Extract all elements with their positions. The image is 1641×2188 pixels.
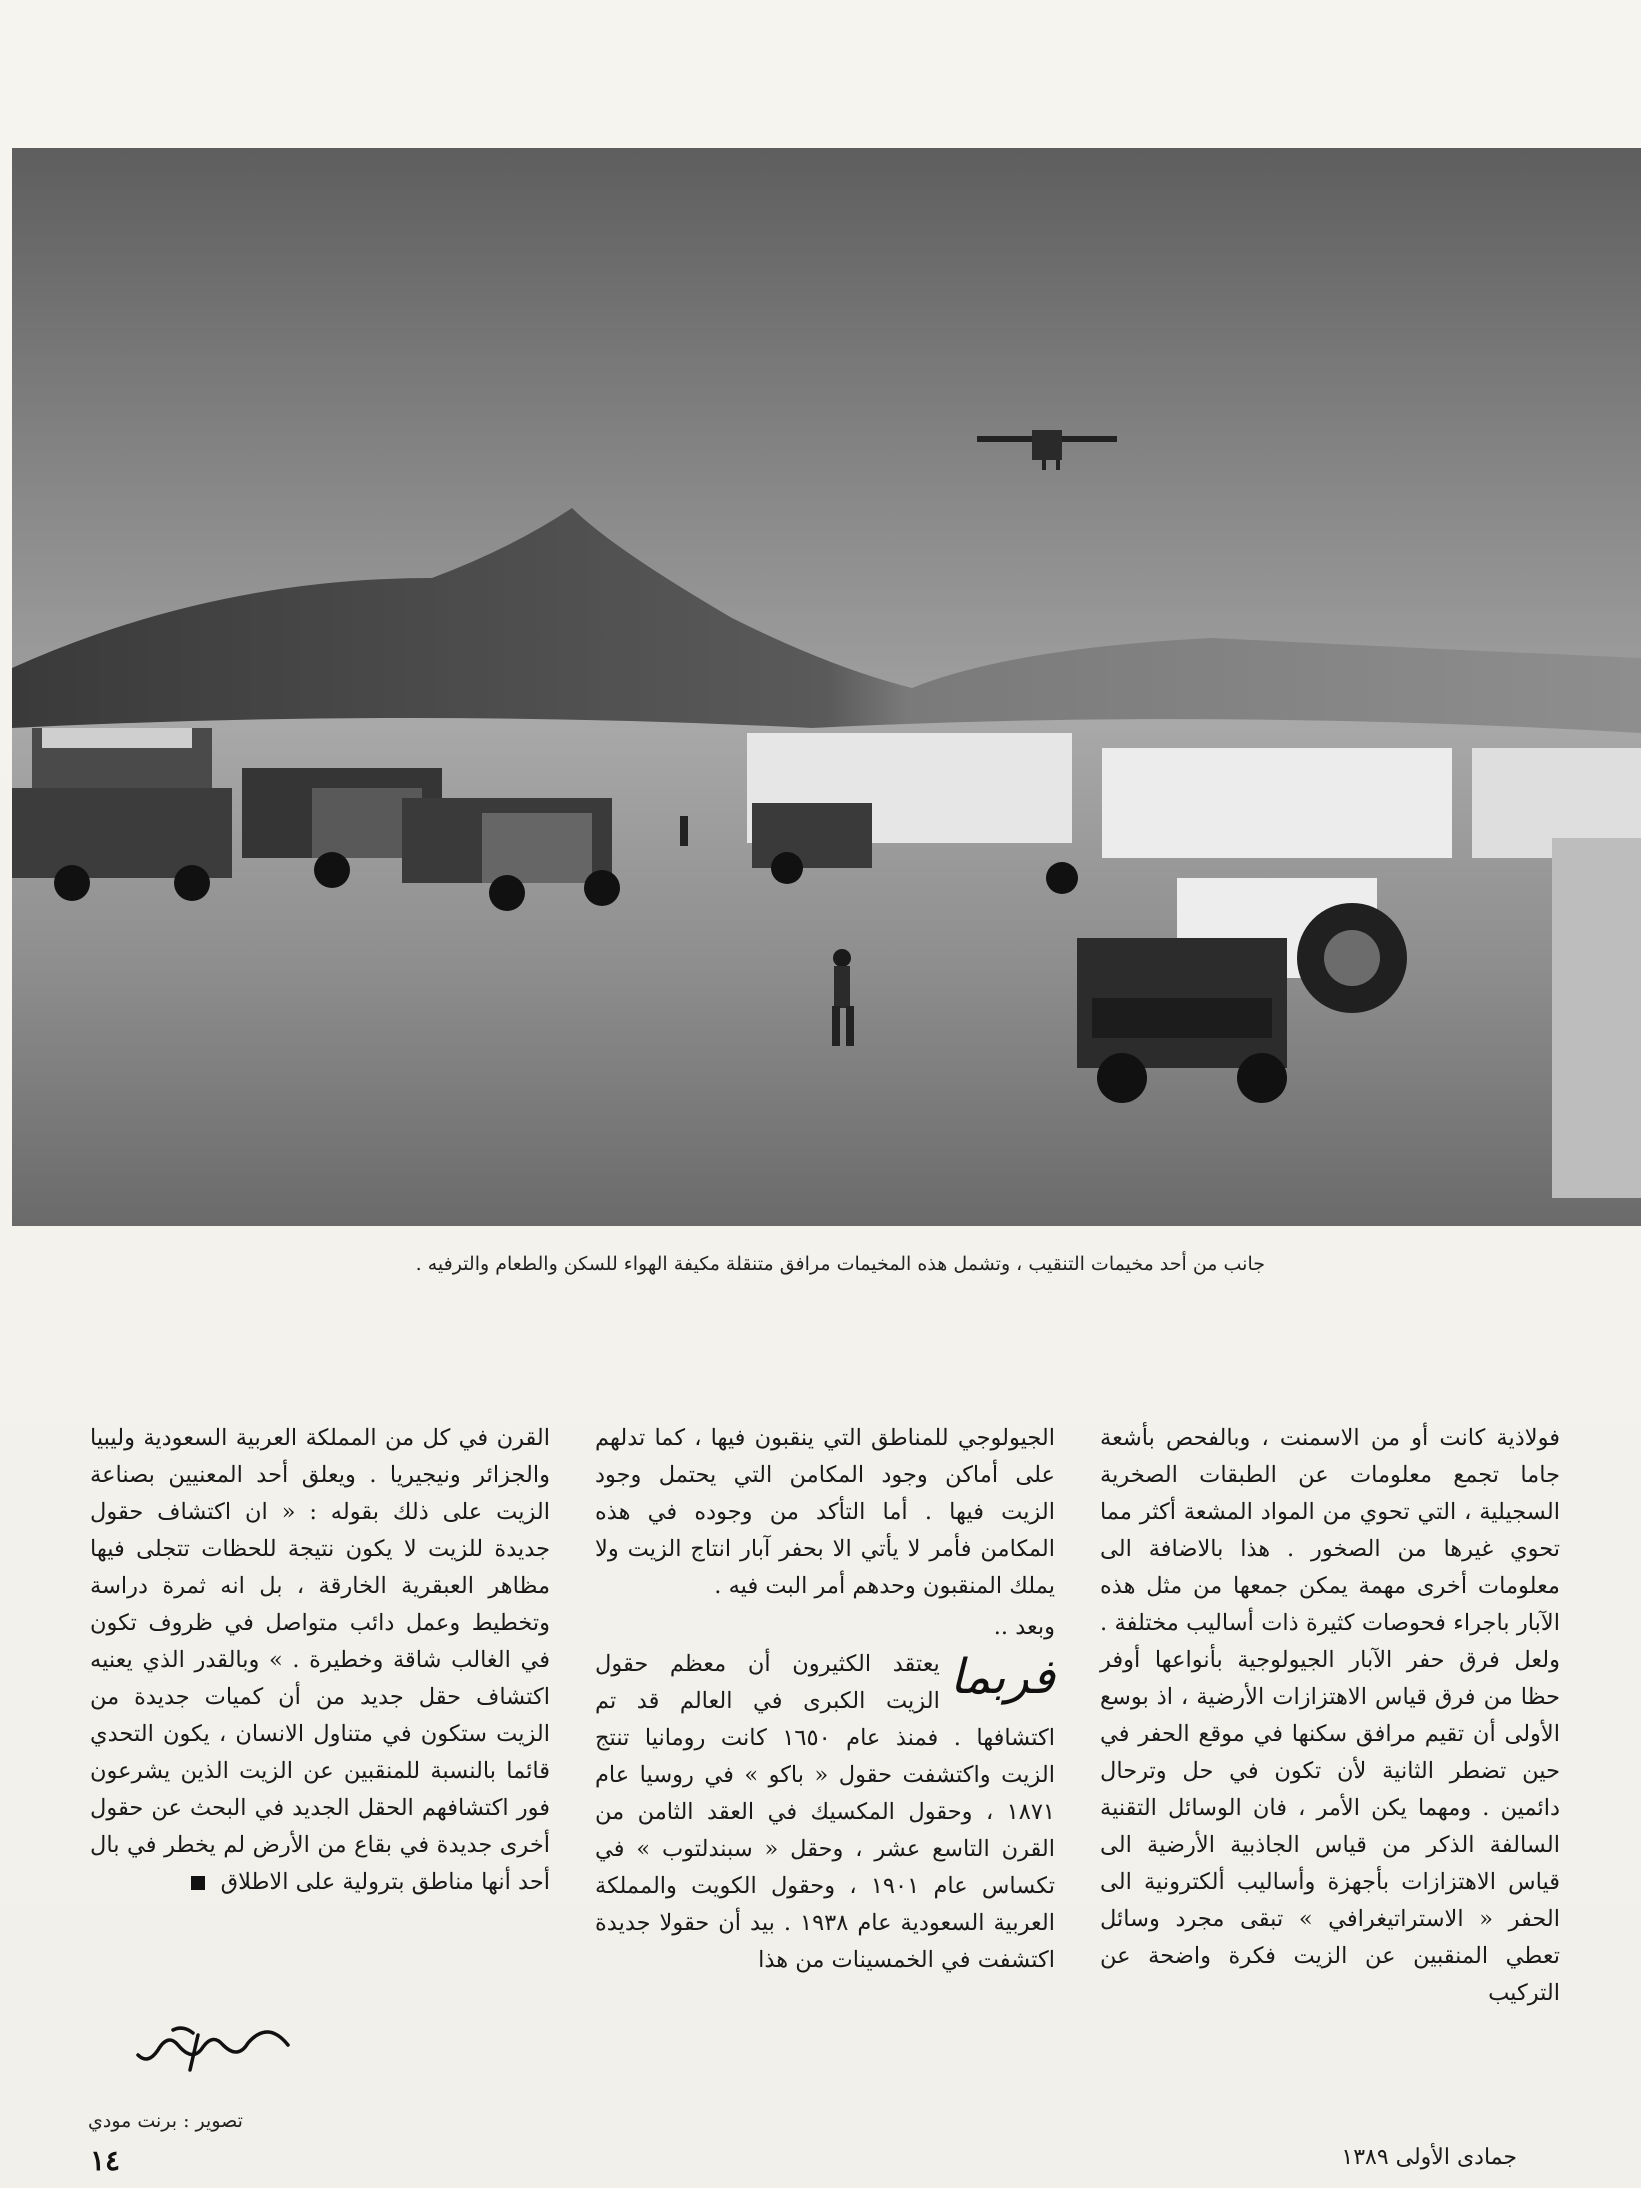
column-middle	[595, 1420, 1055, 2060]
column-middle-paragraph	[595, 1646, 1055, 1979]
column-right	[1100, 1420, 1560, 2060]
author-signature	[128, 2015, 298, 2085]
page-number: ١٤	[90, 2144, 121, 2177]
end-of-article-mark-icon	[191, 1876, 205, 1890]
column-left-paragraph	[90, 1420, 550, 1901]
column-middle-text-3: يعتقد الكثيرون أن معظم حقول الزيت الكبرى في العالم قد تم اكتشافها . فمنذ عام ١٦٥٠ كانت رومانيا تنتج الزيت واكتشفت حقول « باكو » في روسيا عام ١٨٧١ ، وحقول المكسيك في العقد الثامن من القرن التاسع عشر ، وحقل « سبندلتوب » في تكساس عام ١٩٠١ ، وحقول الكويت والمملكة العربية السعودية عام ١٩٣٨ . بيد أن حقولا جديدة اكتشفت في الخمسينات من هذا	[595, 1651, 1056, 1973]
desert-camp-photo	[12, 148, 1641, 1226]
article-columns	[90, 1420, 1560, 2060]
column-right-text: فولاذية كانت أو من الاسمنت ، وبالفحص بأشعة جاما تجمع معلومات عن الطبقات الصخرية السجيلية ، التي تحوي من المواد المشعة أكثر مما تحوي غيرها من الصخور . هذا بالاضافة الى معلومات أخرى مهمة يمكن جمعها من مثل هذه الآبار باجراء فحوصات كثيرة ذات أساليب مختلفة . ولعل فرق حفر الآبار الجيولوجية بأنواعها أوفر حظا من فرق قياس الاهتزازات الأرضية ، اذ بوسع الأولى أن تقيم مرافق سكنها في موقع الحفر في حين تضطر الثانية لأن تكون في حل وترحال دائمين . ومهما يكن الأمر ، فان الوسائل التقنية السالفة الذكر من قياس الجاذبية الأرضية الى قياس الاهتزازات بأجهزة وأساليب ألكترونية الى الحفر « الاستراتيغرافي » تبقى مجرد وسائل تعطي المنقبين عن الزيت فكرة واضحة عن التركيب	[1100, 1425, 1560, 2006]
column-middle-text-1: الجيولوجي للمناطق التي ينقبون فيها ، كما تدلهم على أماكن وجود المكامن التي يحتمل وجود الزيت فيها . أما التأكد من وجوده في هذه المكامن فأمر لا يأتي الا بحفر آبار انتاج الزيت ولا يملك المنقبون وحدهم أمر البت فيه .	[595, 1425, 1055, 1599]
column-middle-text-2: وبعد ..	[993, 1614, 1055, 1640]
photo-caption: جانب من أحد مخيمات التنقيب ، وتشمل هذه المخيمات مرافق متنقلة مكيفة الهواء للسكن والطعام والترفيه .	[415, 1253, 1265, 1275]
column-left	[90, 1420, 550, 2060]
distant-man	[680, 816, 688, 846]
decorative-initial-word: فربما	[949, 1649, 1055, 1705]
photo-illustration	[12, 148, 1641, 1226]
issue-date: جمادى الأولى ١٣٨٩	[1341, 2145, 1517, 2170]
column-left-text: القرن في كل من المملكة العربية السعودية وليبيا والجزائر ونيجيريا . ويعلق أحد المعنيين بصناعة الزيت على ذلك بقوله : « ان اكتشاف حقول جديدة للزيت لا يكون نتيجة للحظات تتجلى فيها مظاهر العبقرية الخارقة ، بل انه ثمرة دراسة وتخطيط وعمل دائب متواصل في ظروف تكون في الغالب شاقة وخطيرة . » وبالقدر الذي يعنيه اكتشاف حقل جديد من أن كميات جديدة من الزيت ستكون في متناول الانسان ، يكون التحدي قائما بالنسبة للمنقبين عن الزيت الذين يشرعون فور اكتشافهم الحقل الجديد في البحث عن حقول أخرى جديدة في بقاع من الأرض لم يخطر في بال أحد أنها مناطق بترولية على الاطلاق	[90, 1425, 550, 1895]
photo-credit: تصوير : برنت مودي	[88, 2110, 243, 2132]
